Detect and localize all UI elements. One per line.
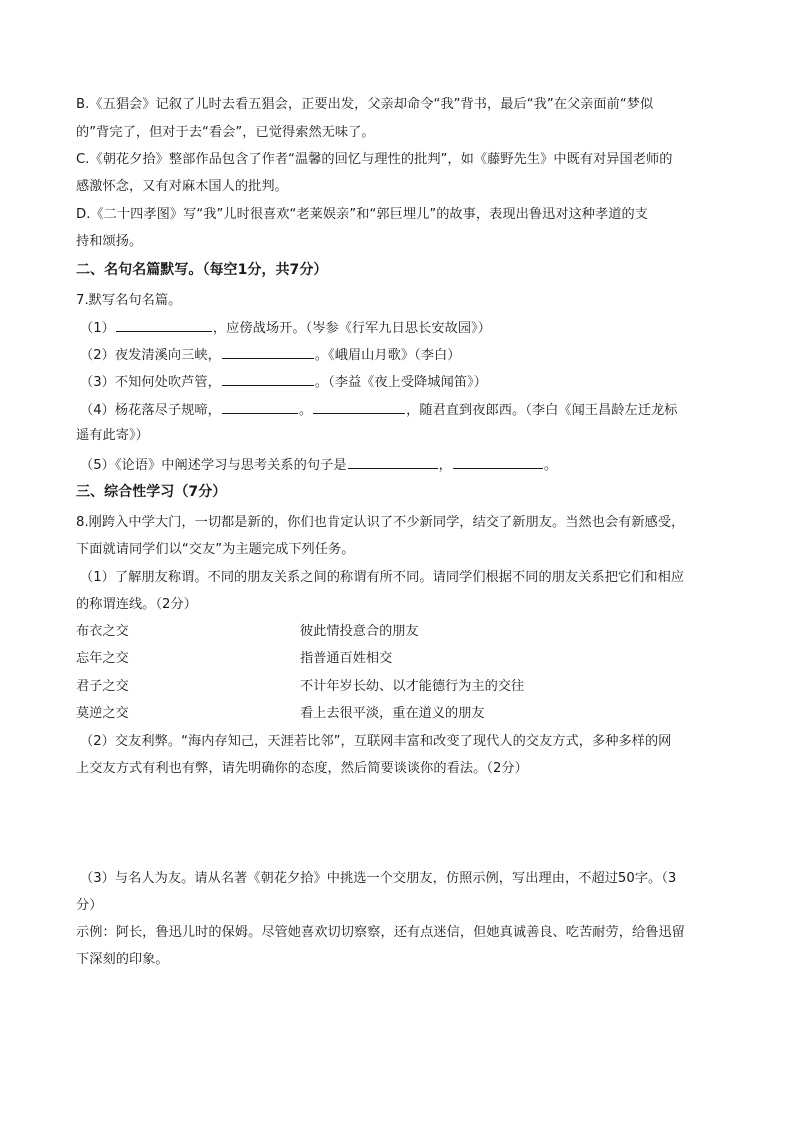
answer-blank[interactable]: [222, 372, 314, 386]
q7-item-5: [80, 455, 557, 475]
q8-intro-line1: 8.刚跨入中学大门，一切都是新的，你们也肯定认识了不少新同学，结交了新朋友。当然也会有新感受，: [76, 515, 685, 530]
match-left-item[interactable]: 莫逆之交: [76, 706, 129, 721]
q7-item-4-mid: 。: [298, 403, 313, 418]
q7-item-4-prefix: （4）杨花落尽子规啼，: [80, 403, 221, 418]
match-left-item[interactable]: 忘年之交: [76, 651, 129, 666]
answer-blank[interactable]: [116, 318, 212, 332]
answer-blank[interactable]: [453, 455, 543, 469]
q7-item-2-prefix: （2）夜发清溪向三峡，: [80, 348, 221, 363]
q8-sub3-line1: （3）与名人为友。请从名著《朝花夕拾》中挑选一个交朋友，仿照示例，写出理由，不超过50字。（3: [80, 871, 677, 886]
q7-item-1-prefix: （1）: [80, 321, 115, 336]
q8-sub3-line2: 分）: [76, 898, 103, 913]
q7-item-3: [80, 372, 487, 392]
q6-option-c-line1: C.《朝花夕拾》整部作品包含了作者“温馨的回忆与理性的批判”，如《藤野先生》中既有对异国老师的: [76, 152, 673, 167]
q7-item-1: [80, 318, 491, 338]
q7-item-1-suffix: ，应傍战场开。（岑参《行军九日思长安故园》）: [212, 321, 491, 336]
q8-example-line1: 示例：阿长，鲁迅儿时的保姆。尽管她喜欢切切察察，还有点迷信，但她真诚善良、吃苦耐劳，给鲁迅留: [76, 925, 685, 940]
q6-option-c-line2: 感激怀念，又有对麻木国人的批判。: [76, 179, 288, 194]
q7-item-4-continued: 遥有此寄》）: [76, 428, 149, 443]
q7-item-3-suffix: 。（李益《夜上受降城闻笛》）: [314, 375, 487, 390]
q6-option-d-line2: 持和颂扬。: [76, 234, 143, 249]
q6-option-d-line1: D.《二十四孝图》写“我”儿时很喜欢“老莱娱亲”和“郭巨埋儿”的故事，表现出鲁迅对这种孝道的支: [76, 207, 648, 222]
q7-item-4: [80, 400, 677, 420]
answer-blank[interactable]: [313, 400, 405, 414]
section-2-heading: 二、名句名篇默写。（每空1分，共7分）: [76, 262, 328, 278]
match-right-item[interactable]: 不计年岁长幼、以才能德行为主的交往: [300, 679, 525, 694]
q7-item-5-suffix: 。: [543, 458, 558, 473]
answer-blank[interactable]: [222, 400, 298, 414]
q7-item-2-suffix: 。《峨眉山月歌》（李白）: [314, 348, 461, 363]
q8-sub1-line1: （1）了解朋友称谓。不同的朋友关系之间的称谓有所不同。请同学们根据不同的朋友关系把它们和相应: [80, 570, 685, 585]
q6-option-b-line1: B.《五猖会》记叙了儿时去看五猖会，正要出发，父亲却命令“我”背书，最后“我”在父亲面前“梦似: [76, 97, 654, 112]
match-left-item[interactable]: 布衣之交: [76, 624, 129, 639]
q8-example-line2: 下深刻的印象。: [76, 952, 169, 967]
answer-blank[interactable]: [348, 455, 438, 469]
section-3-heading: 三、综合性学习（7分）: [76, 484, 227, 500]
q7-title: 7.默写名句名篇。: [76, 293, 182, 308]
q6-option-b-line2: 的”背完了，但对于去“看会”，已觉得索然无味了。: [76, 125, 375, 140]
q8-sub2-line1: （2）交友利弊。“海内存知己，天涯若比邻”，互联网丰富和改变了现代人的交友方式，多种多样的网: [80, 734, 672, 749]
q7-item-2: [80, 345, 460, 365]
answer-blank[interactable]: [222, 345, 314, 359]
q7-item-4-suffix: ，随君直到夜郎西。（李白《闻王昌龄左迁龙标: [406, 403, 678, 418]
match-right-item[interactable]: 看上去很平淡，重在道义的朋友: [300, 706, 485, 721]
match-left-item[interactable]: 君子之交: [76, 679, 129, 694]
match-right-item[interactable]: 彼此情投意合的朋友: [300, 624, 419, 639]
q8-sub1-line2: 的称谓连线。（2分）: [76, 597, 197, 612]
q7-item-5-prefix: （5）《论语》中阐述学习与思考关系的句子是: [80, 458, 347, 473]
q8-intro-line2: 下面就请同学们以“交友”为主题完成下列任务。: [76, 542, 355, 557]
q7-item-5-mid: ，: [438, 458, 452, 473]
q7-item-3-prefix: （3）不知何处吹芦管，: [80, 375, 221, 390]
match-right-item[interactable]: 指普通百姓相交: [300, 651, 393, 666]
q8-sub2-line2: 上交友方式有利也有弊，请先明确你的态度，然后简要谈谈你的看法。（2分）: [76, 761, 528, 776]
